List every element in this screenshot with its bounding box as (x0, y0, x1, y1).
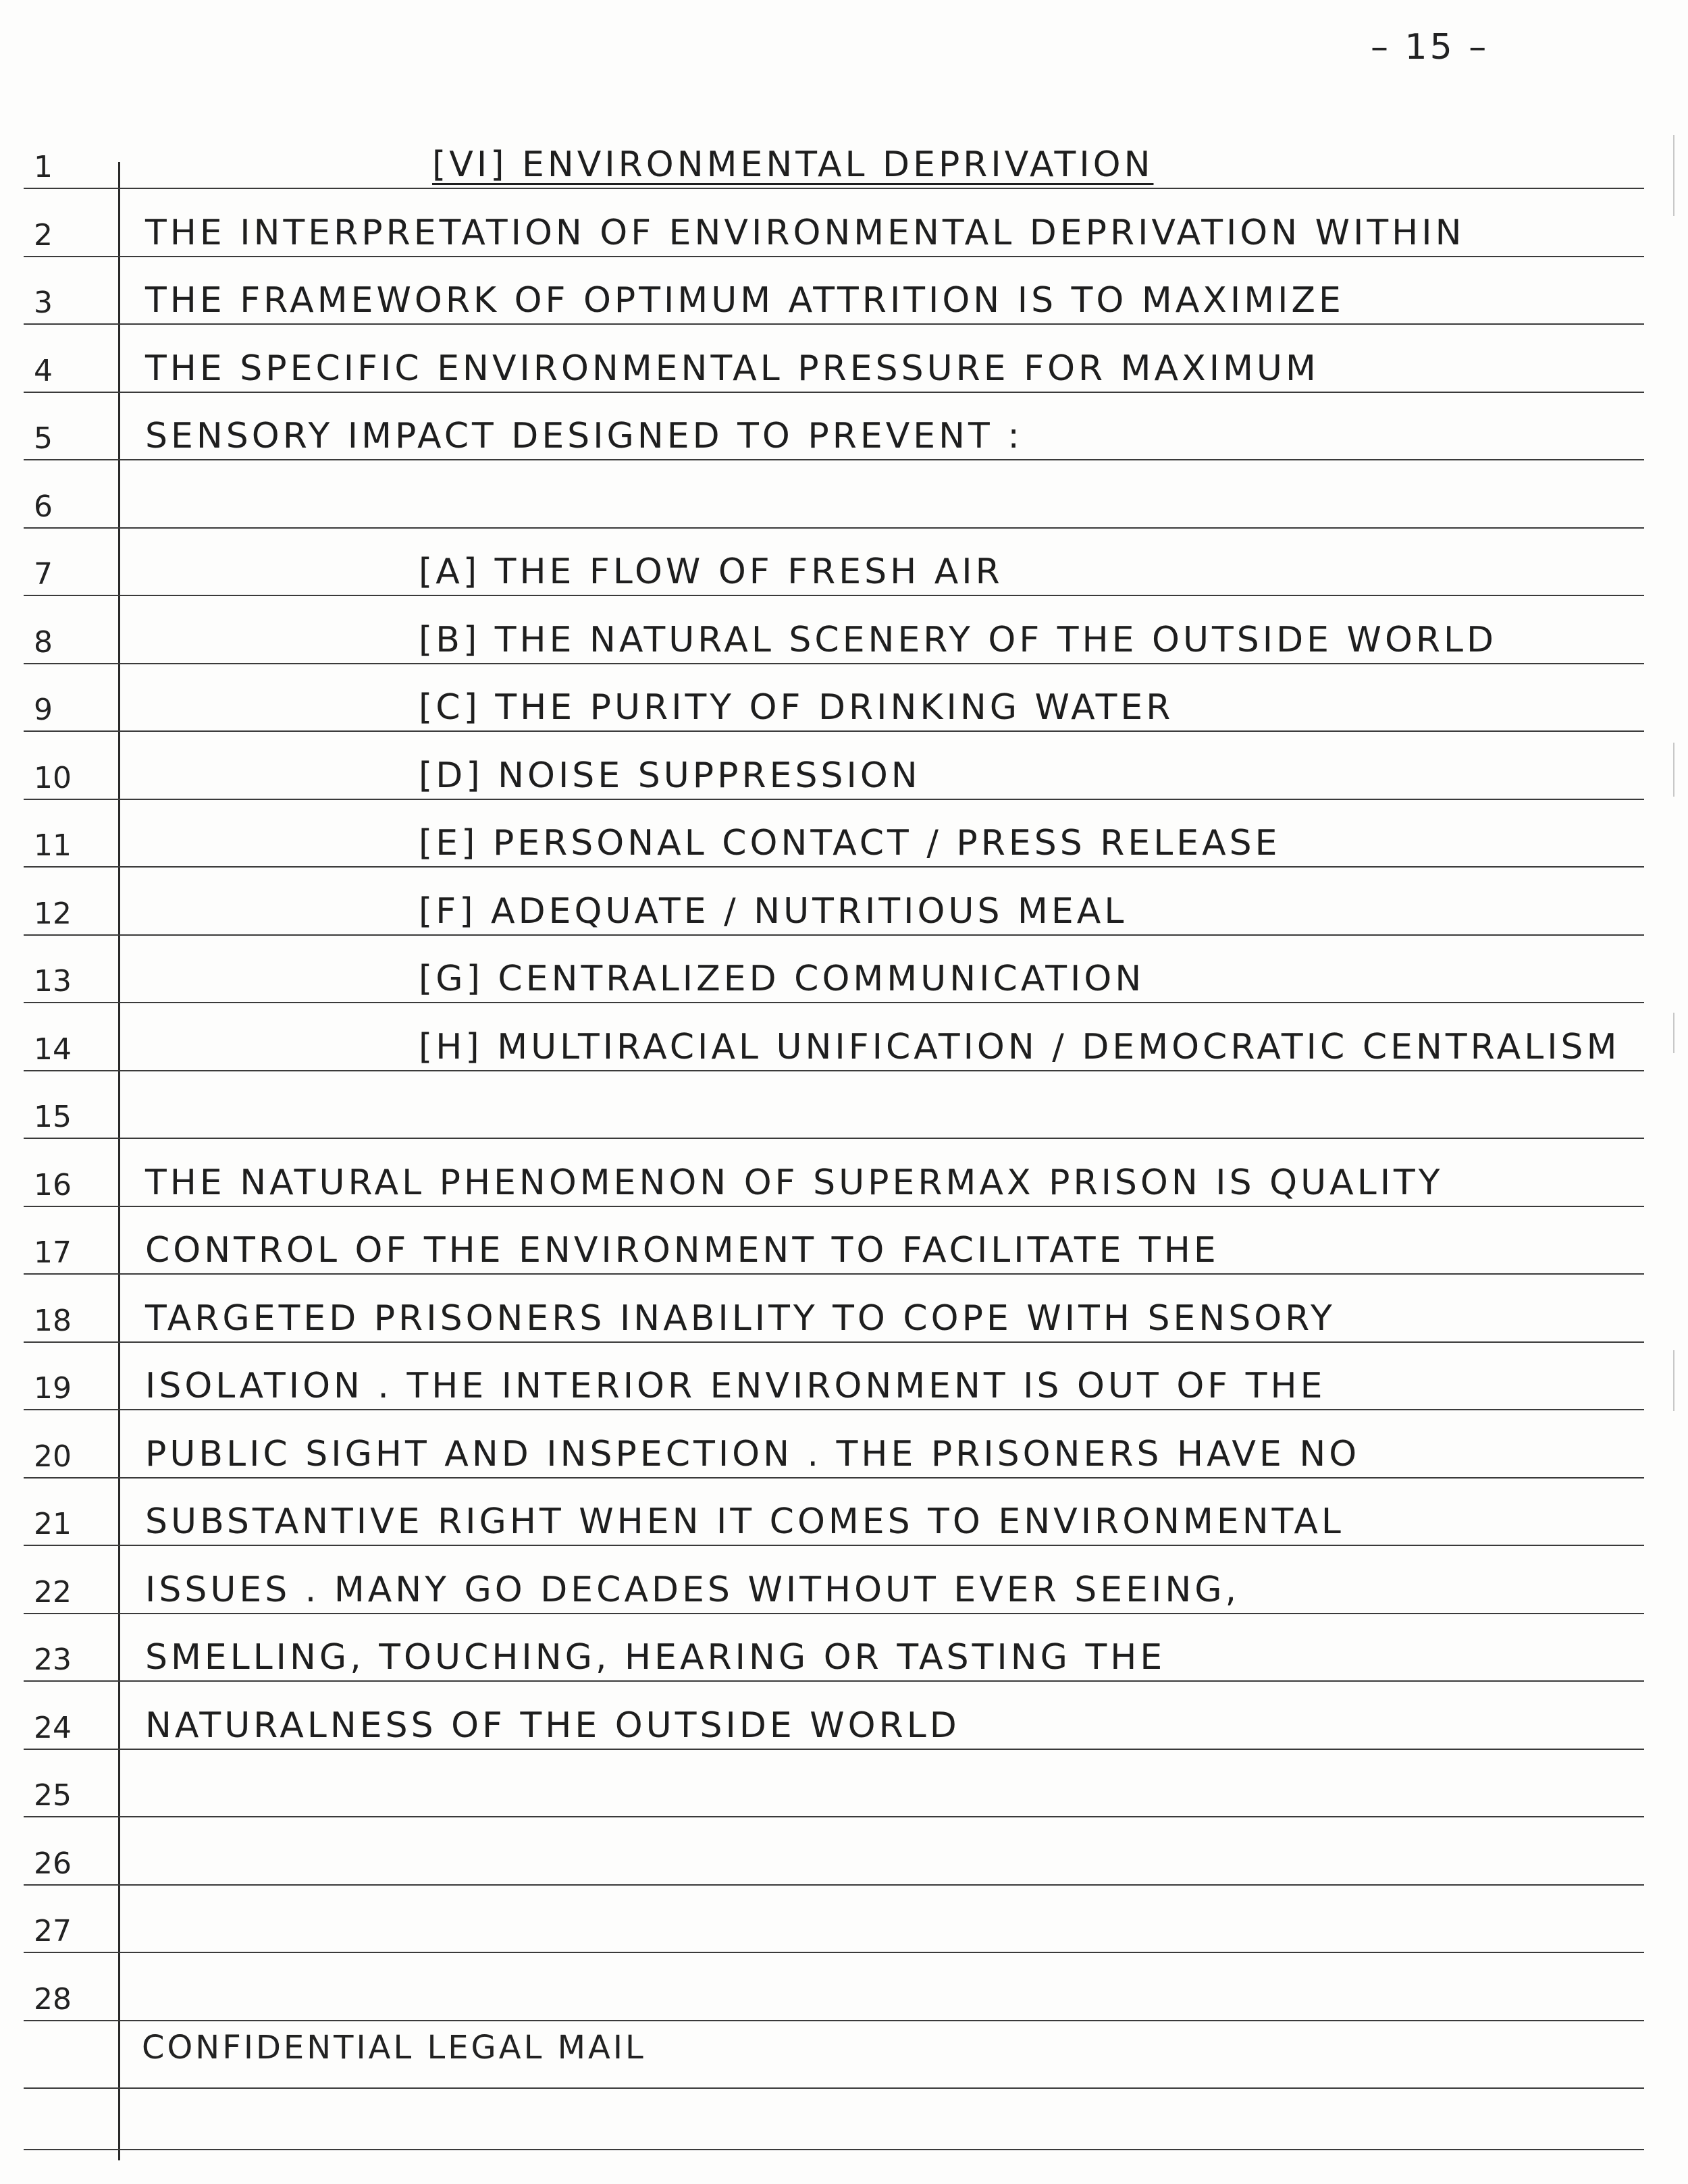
line-number: 11 (34, 828, 72, 863)
ruled-line (24, 1749, 1644, 1750)
ruled-line (24, 1952, 1644, 1953)
ruled-line (24, 2020, 1644, 2021)
ruled-line (24, 1409, 1644, 1410)
ruled-line (24, 1341, 1644, 1343)
ruled-line (24, 866, 1644, 868)
list-item: [E] PERSONAL CONTACT / PRESS RELEASE (419, 823, 1281, 863)
scan-edge-mark (1673, 135, 1674, 216)
scan-edge-mark (1673, 1350, 1674, 1411)
ruled-line (24, 459, 1644, 460)
line-number: 10 (34, 761, 72, 795)
scan-edge-mark (1673, 1013, 1674, 1053)
body-line: PUBLIC SIGHT AND INSPECTION . THE PRISONERS HAVE NO (145, 1434, 1361, 1474)
ruled-line (24, 527, 1644, 529)
ruled-line (24, 1138, 1644, 1139)
line-number: 26 (34, 1846, 72, 1881)
ruled-line (24, 730, 1644, 732)
body-line: SUBSTANTIVE RIGHT WHEN IT COMES TO ENVIRONMENTAL (145, 1501, 1344, 1542)
body-line: ISOLATION . THE INTERIOR ENVIRONMENT IS OUT OF THE (145, 1366, 1326, 1406)
line-number: 6 (34, 489, 53, 524)
ruled-line (24, 1816, 1644, 1817)
body-line: SENSORY IMPACT DESIGNED TO PREVENT : (145, 416, 1023, 456)
ruled-line (24, 799, 1644, 800)
line-number: 13 (34, 964, 72, 998)
ruled-line (24, 1613, 1644, 1614)
line-number: 17 (34, 1235, 72, 1270)
line-number: 21 (34, 1507, 72, 1541)
line-number: 5 (34, 421, 53, 456)
line-number: 22 (34, 1575, 72, 1609)
section-heading: [VI] ENVIRONMENTAL DEPRIVATION (432, 144, 1154, 185)
body-line: NATURALNESS OF THE OUTSIDE WORLD (145, 1705, 960, 1746)
line-number: 2 (34, 218, 53, 252)
ruled-line (24, 1273, 1644, 1275)
line-number: 15 (34, 1100, 72, 1134)
ruled-line (24, 663, 1644, 664)
body-line: TARGETED PRISONERS INABILITY TO COPE WITH SENSORY (145, 1298, 1336, 1339)
body-line: CONTROL OF THE ENVIRONMENT TO FACILITATE THE (145, 1230, 1219, 1271)
ruled-line (24, 2087, 1644, 2089)
ruled-line (24, 323, 1644, 325)
line-number: 24 (34, 1711, 72, 1745)
body-line: ISSUES . MANY GO DECADES WITHOUT EVER SEEING, (145, 1570, 1240, 1610)
list-item: [A] THE FLOW OF FRESH AIR (419, 552, 1003, 592)
line-number: 23 (34, 1643, 72, 1677)
line-number: 16 (34, 1168, 72, 1202)
ruled-line (24, 934, 1644, 936)
ruled-line (24, 1884, 1644, 1886)
ruled-line (24, 1206, 1644, 1207)
line-number: 25 (34, 1778, 72, 1813)
line-number: 14 (34, 1032, 72, 1067)
ruled-line (24, 256, 1644, 257)
list-item: [G] CENTRALIZED COMMUNICATION (419, 959, 1145, 999)
line-number: 18 (34, 1304, 72, 1338)
body-line: THE NATURAL PHENOMENON OF SUPERMAX PRISON IS QUALITY (145, 1163, 1444, 1203)
body-line: SMELLING, TOUCHING, HEARING OR TASTING THE (145, 1637, 1166, 1678)
list-item: [B] THE NATURAL SCENERY OF THE OUTSIDE WORLD (419, 620, 1498, 660)
line-number: 28 (34, 1982, 72, 2017)
list-item: [H] MULTIRACIAL UNIFICATION / DEMOCRATIC CENTRALISM (419, 1027, 1620, 1067)
ruled-line (24, 1070, 1644, 1071)
line-number: 19 (34, 1371, 72, 1406)
line-number: 7 (34, 557, 53, 591)
line-number: 20 (34, 1439, 72, 1474)
ruled-line (24, 1477, 1644, 1479)
ruled-line (24, 1002, 1644, 1003)
line-number: 3 (34, 286, 53, 320)
line-number: 4 (34, 354, 53, 388)
scan-edge-mark (1673, 743, 1674, 797)
list-item: [F] ADEQUATE / NUTRITIOUS MEAL (419, 891, 1128, 932)
list-item: [D] NOISE SUPPRESSION (419, 755, 921, 796)
line-number: 1 (34, 150, 53, 184)
ruled-line (24, 595, 1644, 596)
ruled-line (24, 1545, 1644, 1546)
line-number: 27 (34, 1914, 72, 1948)
body-line: THE INTERPRETATION OF ENVIRONMENTAL DEPRIVATION WITHIN (145, 213, 1465, 253)
list-item: [C] THE PURITY OF DRINKING WATER (419, 687, 1174, 728)
page-number: – 15 – (1371, 27, 1489, 68)
line-number: 8 (34, 625, 53, 660)
ruled-line (24, 188, 1644, 189)
ruled-line (24, 2149, 1644, 2150)
footer-confidential-label: CONFIDENTIAL LEGAL MAIL (142, 2029, 646, 2067)
ruled-line (24, 1680, 1644, 1682)
body-line: THE FRAMEWORK OF OPTIMUM ATTRITION IS TO MAXIMIZE (145, 280, 1344, 321)
line-number: 9 (34, 693, 53, 727)
body-line: THE SPECIFIC ENVIRONMENTAL PRESSURE FOR MAXIMUM (145, 348, 1319, 389)
line-number: 12 (34, 897, 72, 931)
ruled-line (24, 392, 1644, 393)
margin-rule (118, 162, 120, 2160)
